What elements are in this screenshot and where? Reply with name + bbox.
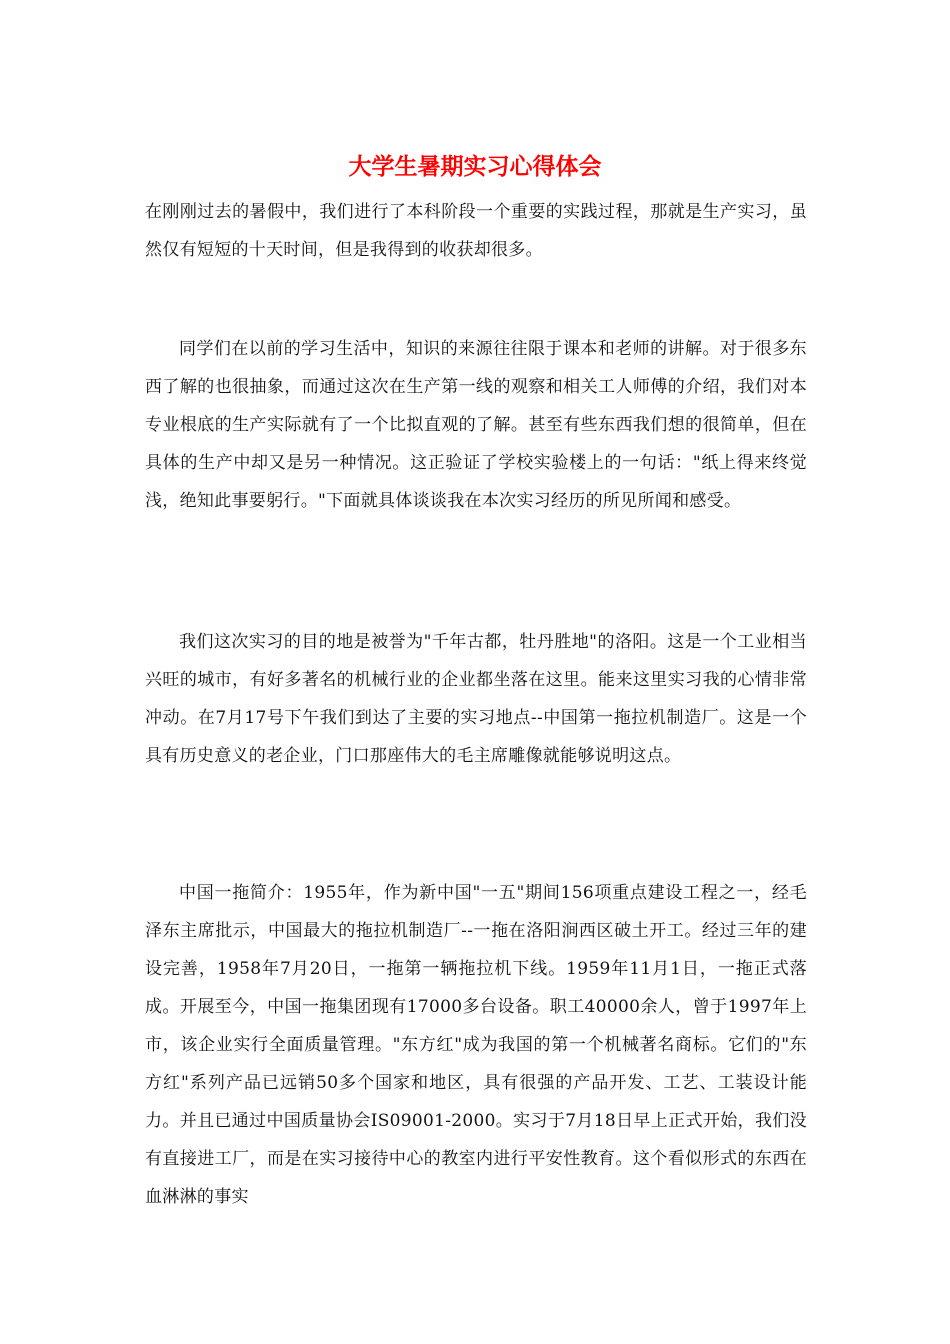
paragraph-company-intro: 中国一拖简介：1955年，作为新中国"一五"期间156项重点建设工程之一，经毛泽东主席批示，中国最大的拖拉机制造厂--一拖在洛阳涧西区破土开工。经过三年的建设完善，1958年7月20日，一拖第一辆拖拉机下线。1959年11月1日，一拖正式落成。开展至今，中国一拖集团现有17000多台设备。职工40000余人，曾于1997年上市，该企业实行全面质量管理。"东方红"成为我国的第一个机械著名商标。它们的"东方红"系列产品已远销50多个国家和地区，具有很强的产品开发、工艺、工装设计能力。并且已通过中国质量协会IS09001-2000。实习于7月18日早上正式开始，我们没有直接进工厂，而是在实习接待中心的教室内进行平安性教育。这个看似形式的东西在血淋淋的事实 xyxy=(145,883,807,1207)
paragraph-learning: 同学们在以前的学习生活中，知识的来源往往限于课本和老师的讲解。对于很多东西了解的也很抽象，而通过这次在生产第一线的观察和相关工人师傅的介绍，我们对本专业根底的生产实际就有了一个比拟直观的了解。甚至有些东西我们想的很简单，但在具体的生产中却又是另一种情况。这正验证了学校实验楼上的一句话："纸上得来终觉浅，绝知此事要躬行。"下面就具体谈谈我在本次实习经历的所见所闻和感受。 xyxy=(145,339,807,511)
paragraph-intro: 在刚刚过去的暑假中，我们进行了本科阶段一个重要的实践过程，那就是生产实习，虽然仅有短短的十天时间，但是我得到的收获却很多。 xyxy=(145,202,807,260)
document-title: 大学生暑期实习心得体会 xyxy=(348,154,602,180)
paragraph-luoyang: 我们这次实习的目的地是被誉为"千年古都，牡丹胜地"的洛阳。这是一个工业相当兴旺的城市，有好多著名的机械行业的企业都坐落在这里。能来这里实习我的心情非常冲动。在7月17号下午我们到达了主要的实习地点--中国第一拖拉机制造厂。这是一个具有历史意义的老企业，门口那座伟大的毛主席雕像就能够说明这点。 xyxy=(145,632,807,766)
